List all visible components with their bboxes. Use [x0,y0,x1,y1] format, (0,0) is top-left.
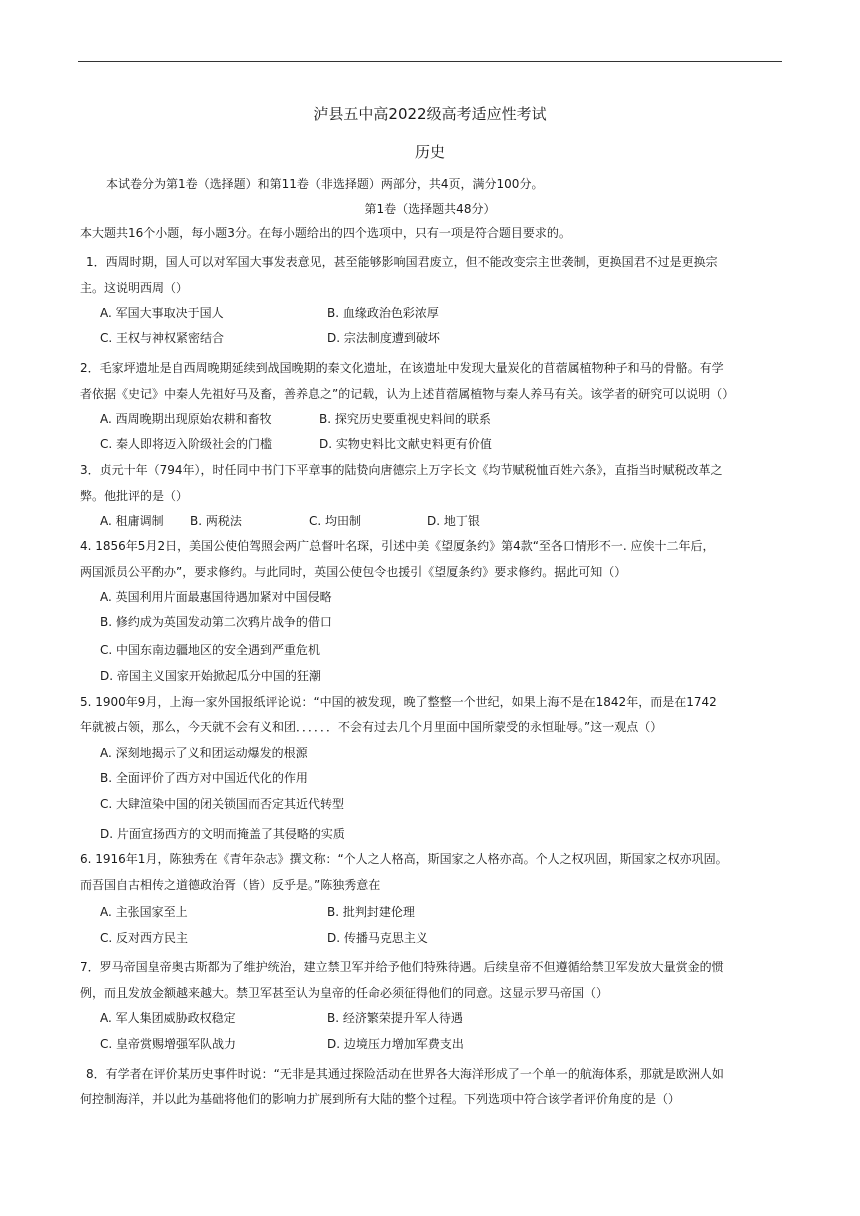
q7-stem-line-1: 7．罗马帝国皇帝奥古斯都为了维护统治，建立禁卫军并给予他们特殊待遇。后续皇帝不但遵循给禁卫军发放大量赏金的惯 [80,960,724,974]
q6-option-c: C. 反对西方民主 [100,931,189,945]
q6-option-a: A. 主张国家至上 [100,905,188,919]
q1-stem-line-2: 主。这说明西周（） [80,281,189,295]
q4-stem-line-1: 4. 1856年5月2日，美国公使伯驾照会两广总督叶名琛，引述中美《望厦条约》第4款“至各口情形不一. 应俟十二年后， [80,539,715,553]
top-rule [78,61,782,62]
q6-stem-line-1: 6. 1916年1月，陈独秀在《青年杂志》撰文称：“个人之人格高，斯国家之人格亦高。个人之权巩固，斯国家之权亦巩固。 [80,852,728,866]
q2-stem-line-2: 者依据《史记》中秦人先祖好马及畜，善养息之”的记载，认为上述苜蓿属植物与秦人养马有关。该学者的研究可以说明（） [80,387,735,401]
q3-option-b: B. 两税法 [190,514,242,528]
exam-subject: 历史 [414,143,445,161]
q3-option-a: A. 租庸调制 [100,514,164,528]
q5-option-d: D. 片面宣扬西方的文明而掩盖了其侵略的实质 [100,827,345,841]
q4-option-d: D. 帝国主义国家开始掀起瓜分中国的狂潮 [100,669,321,683]
q5-stem-line-1: 5. 1900年9月，上海一家外国报纸评论说：“中国的被发现，晚了整整一个世纪，如果上海不是在1842年，而是在1742 [80,695,717,709]
q2-stem-line-1: 2．毛家坪遗址是自西周晚期延续到战国晚期的秦文化遗址，在该遗址中发现大量炭化的苜蓿属植物种子和马的骨骼。有学 [80,361,724,375]
q3-stem-line-1: 3．贞元十年（794年），时任同中书门下平章事的陆贽向唐德宗上万字长文《均节赋税恤百姓六条》，直指当时赋税改革之 [80,463,723,477]
q1-option-d: D. 宗法制度遭到破坏 [327,331,440,345]
q4-option-a: A. 英国利用片面最惠国待遇加紧对中国侵略 [100,590,332,604]
q7-option-c: C. 皇帝赏赐增强军队战力 [100,1037,237,1051]
q2-option-c: C. 秦人即将迈入阶级社会的门槛 [100,437,273,451]
q8-stem-line-1: 8．有学者在评价某历史事件时说：“无非是其通过探险活动在世界各大海洋形成了一个单一的航海体系，那就是欧洲人如 [86,1067,724,1081]
q1-stem-line-1: 1．西周时期，国人可以对军国大事发表意见，甚至能够影响国君废立，但不能改变宗主世袭制，更换国君不过是更换宗 [86,255,718,269]
q6-stem-line-2: 而吾国自古相传之道德政治胥（皆）反乎是。”陈独秀意在 [80,878,381,892]
q5-option-c: C. 大肆渲染中国的闭关锁国而否定其近代转型 [100,797,345,811]
q1-option-b: B. 血缘政治色彩浓厚 [327,306,439,320]
q5-stem-line-2: 年就被占领，那么，今天就不会有义和团．．．．．．不会有过去几个月里面中国所蒙受的永恒耻辱。”这一观点（） [80,720,663,734]
q1-option-c: C. 王权与神权紧密结合 [100,331,225,345]
q8-stem-line-2: 何控制海洋，并以此为基础将他们的影响力扩展到所有大陆的整个过程。下列选项中符合该学者评价角度的是（） [80,1092,681,1106]
q7-option-a: A. 军人集团威胁政权稳定 [100,1011,236,1025]
q2-option-a: A. 西周晚期出现原始农耕和畜牧 [100,412,272,426]
q7-option-d: D. 边境压力增加军费支出 [327,1037,464,1051]
q7-stem-line-2: 例，而且发放金额越来越大。禁卫军甚至认为皇帝的任命必须征得他们的同意。这显示罗马帝国（） [80,986,609,1000]
q3-option-c: C. 均田制 [309,514,362,528]
q7-option-b: B. 经济繁荣提升军人待遇 [327,1011,463,1025]
section-note: 本大题共16个小题，每小题3分。在每小题给出的四个选项中，只有一项是符合题目要求的。 [80,226,571,240]
q3-stem-line-2: 弊。他批评的是（） [80,489,189,503]
exam-title: 泸县五中高2022级高考适应性考试 [313,105,547,123]
q5-option-b: B. 全面评价了西方对中国近代化的作用 [100,771,308,785]
q3-option-d: D. 地丁银 [427,514,480,528]
q1-option-a: A. 军国大事取决于国人 [100,306,224,320]
q2-option-d: D. 实物史料比文献史料更有价值 [319,437,492,451]
paper-note: 本试卷分为第1卷（选择题）和第11卷（非选择题）两部分，共4页，满分100分。 [106,177,544,191]
q6-option-d: D. 传播马克思主义 [327,931,428,945]
q4-option-c: C. 中国东南边疆地区的安全遇到严重危机 [100,643,321,657]
q4-stem-line-2: 两国派员公平酌办”，要求修约。与此同时，英国公使包令也援引《望厦条约》要求修约。据此可知（） [80,565,627,579]
q6-option-b: B. 批判封建伦理 [327,905,415,919]
section-title: 第1卷（选择题共48分） [364,202,496,216]
q2-option-b: B. 探究历史要重视史料间的联系 [319,412,491,426]
q5-option-a: A. 深刻地揭示了义和团运动爆发的根源 [100,746,308,760]
q4-option-b: B. 修约成为英国发动第二次鸦片战争的借口 [100,615,332,629]
